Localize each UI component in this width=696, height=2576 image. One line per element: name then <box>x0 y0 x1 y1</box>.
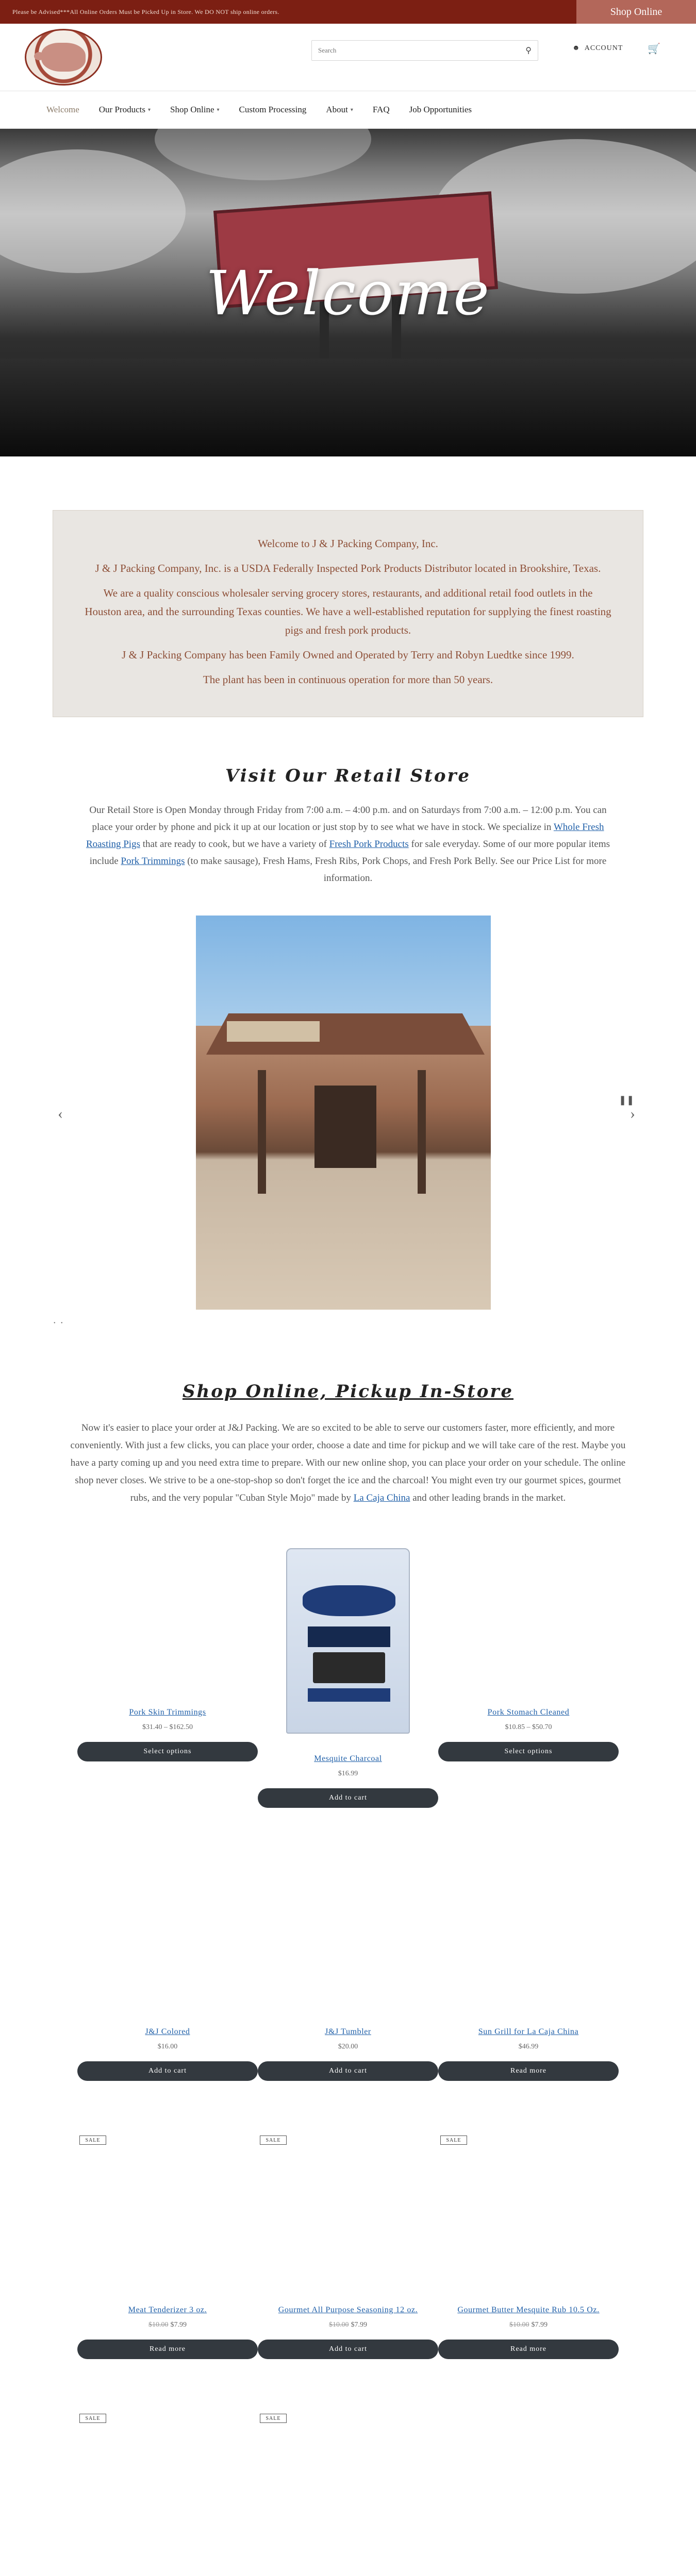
welcome-line-3: J & J Packing Company has been Family Owned and Operated by Terry and Robyn Luedtke since 1999. <box>122 649 574 661</box>
hero-banner <box>0 129 696 456</box>
chevron-down-icon: ▾ <box>217 107 220 113</box>
nav-item-faq[interactable] <box>373 105 390 115</box>
welcome-line-2: We are a quality conscious wholesaler serving grocery stores, restaurants, and additional retail food outlets in the Houston area, and the surrounding Texas counties. We have a well-established reputation for supplying the finest roasting pigs and fresh pork products. <box>85 587 611 636</box>
la-caja-china-link[interactable]: La Caja China <box>353 1493 410 1503</box>
slider-dots[interactable]: • • <box>54 1320 65 1326</box>
site-header <box>0 24 696 91</box>
product-card <box>258 2414 438 2576</box>
nav-item-label: Job Opportunities <box>409 105 472 114</box>
shop-text <box>67 1419 629 1507</box>
product-action-button[interactable]: Add to cart <box>77 2061 258 2081</box>
chevron-down-icon: ▾ <box>147 107 151 113</box>
product-card <box>438 2136 619 2383</box>
product-card <box>77 2414 258 2576</box>
product-card <box>77 2136 258 2383</box>
product-image[interactable] <box>284 1538 412 1744</box>
retail-text-4: (to make sausage), Fresh Hams, Fresh Ribs, Pork Chops, and Fresh Pork Belly. See our Price List for more information. <box>187 856 607 884</box>
account-label: ACCOUNT <box>584 44 623 52</box>
nav-item-about[interactable] <box>326 105 353 115</box>
product-action-button[interactable]: Add to cart <box>258 1788 438 1808</box>
product-price <box>77 1723 258 1732</box>
product-current-price: $46.99 <box>518 2043 539 2050</box>
retail-text-3: for sale everyday. Some of our more popular items include <box>89 839 610 867</box>
product-action-button[interactable]: Add to cart <box>258 2061 438 2081</box>
shop-text-1: Now it's easier to place your order at J&J Packing. We are so excited to be able to serve our customers faster, more efficiently, and more conveniently. With just a few clicks, you can place your order, choose a date and time for pickup and we will take care of the rest. Maybe you have a party coming up and you need extra time to prepare. With our new online shop, you can place your order on your schedule. The online shop never closes. We strive to be a one-stop-shop so don't forget the ice and the charcoal! You might even try our gourmet spices, gourmet rubs, and the very popular "Cuban Style Mojo" made by <box>70 1422 626 1503</box>
product-current-price: $7.99 <box>351 2321 367 2329</box>
welcome-line-4: The plant has been in continuous operation for more than 50 years. <box>203 673 493 686</box>
product-name-link[interactable]: Pork Stomach Cleaned <box>487 1708 570 1717</box>
pause-icon[interactable]: ❚❚ <box>619 1095 635 1105</box>
product-current-price: $20.00 <box>338 2043 358 2050</box>
product-price <box>258 1770 438 1778</box>
sale-badge: SALE <box>440 2136 467 2145</box>
welcome-heading: Welcome to J & J Packing Company, Inc. <box>258 537 438 550</box>
product-action-button[interactable]: Read more <box>438 2340 619 2359</box>
product-card <box>77 1857 258 2105</box>
sale-badge: SALE <box>79 2136 106 2145</box>
nav-item-welcome[interactable] <box>46 105 79 115</box>
product-name-link[interactable]: Pork Skin Trimmings <box>129 1708 206 1717</box>
product-price <box>438 2321 619 2329</box>
product-old-price: $10.00 <box>148 2321 169 2329</box>
nav-item-label: About <box>326 105 348 114</box>
product-price <box>258 2043 438 2051</box>
product-price <box>438 1723 619 1732</box>
shop-title: Shop Online, Pickup In-Store <box>182 1381 514 1402</box>
nav-item-label: Our Products <box>98 105 145 114</box>
retail-text-2: that are ready to cook, but we have a variety of <box>142 839 327 850</box>
product-current-price: $16.99 <box>338 1770 358 1777</box>
product-action-button[interactable]: Read more <box>438 2061 619 2081</box>
product-card <box>438 2414 619 2576</box>
hero-title: Welcome <box>205 258 491 329</box>
product-card <box>258 1538 438 1826</box>
product-name-link[interactable]: Gourmet Butter Mesquite Rub 10.5 Oz. <box>457 2306 600 2314</box>
nav-item-shop-online[interactable] <box>170 105 220 115</box>
product-price <box>77 2043 258 2051</box>
retail-title: Visit Our Retail Store <box>225 766 471 786</box>
product-name-link[interactable]: Meat Tenderizer 3 oz. <box>128 2306 207 2314</box>
product-price <box>77 2321 258 2329</box>
product-current-price: $7.99 <box>531 2321 548 2329</box>
product-action-button[interactable]: Select options <box>438 1742 619 1761</box>
search-input[interactable] <box>318 46 525 55</box>
nav-item-label: Shop Online <box>170 105 214 114</box>
product-card <box>77 1538 258 1785</box>
nav-item-job-opportunities[interactable] <box>409 105 472 115</box>
product-action-button[interactable]: Read more <box>77 2340 258 2359</box>
pig-logo-icon[interactable] <box>25 29 102 86</box>
chevron-down-icon: ▾ <box>350 107 353 113</box>
fresh-pork-link[interactable]: Fresh Pork Products <box>329 839 409 850</box>
product-price <box>438 2043 619 2051</box>
product-name-link[interactable]: Gourmet All Purpose Seasoning 12 oz. <box>278 2306 418 2314</box>
product-name-link[interactable]: J&J Colored <box>145 2027 190 2036</box>
product-current-price: $31.40 – $162.50 <box>142 1723 193 1731</box>
product-current-price: $10.85 – $50.70 <box>505 1723 552 1731</box>
product-card <box>258 1857 438 2105</box>
main-nav <box>0 91 696 129</box>
welcome-box <box>53 510 643 717</box>
product-current-price: $16.00 <box>157 2043 178 2050</box>
image-slider <box>0 916 696 1328</box>
product-old-price: $10.00 <box>509 2321 529 2329</box>
sale-badge: SALE <box>260 2414 287 2423</box>
shop-text-2: and other leading brands in the market. <box>412 1493 566 1503</box>
roasting-pigs-link[interactable]: Whole Fresh Roasting Pigs <box>86 822 604 850</box>
shop-online-button[interactable]: Shop Online <box>576 0 696 24</box>
nav-item-label: Welcome <box>46 105 79 114</box>
retail-text <box>80 802 616 887</box>
product-grid <box>77 1538 619 2576</box>
product-action-button[interactable]: Select options <box>77 1742 258 1761</box>
announcement-text: Please be Advised***All Online Orders Must be Picked Up in Store. We DO NOT ship online orders. <box>12 8 279 15</box>
product-price <box>258 2321 438 2329</box>
search-icon[interactable]: ⚲ <box>525 46 532 55</box>
search-box[interactable] <box>311 40 538 61</box>
nav-item-our-products[interactable] <box>99 105 151 115</box>
product-name-link[interactable]: Mesquite Charcoal <box>314 1754 382 1763</box>
product-name-link[interactable]: J&J Tumbler <box>325 2027 371 2036</box>
user-icon: ☻ <box>572 44 581 52</box>
chevron-right-icon[interactable]: › <box>630 1105 635 1122</box>
product-card <box>438 1857 619 2105</box>
retail-text-1: Our Retail Store is Open Monday through Friday from 7:00 a.m. – 4:00 p.m. and on Saturdays from 7:00 a.m. – 12:00 p.m. You can place your order by phone and pick it up at our location or just stop by to see what we have in stock. We specialize in <box>89 805 607 833</box>
product-current-price: $7.99 <box>170 2321 187 2329</box>
nav-item-label: FAQ <box>372 105 390 114</box>
product-name-link[interactable]: Sun Grill for La Caja China <box>478 2027 579 2036</box>
chevron-left-icon[interactable]: ‹ <box>58 1105 63 1122</box>
sale-badge: SALE <box>260 2136 287 2145</box>
pork-trimmings-link[interactable]: Pork Trimmings <box>121 856 185 867</box>
announcement-bar <box>0 0 696 24</box>
product-old-price: $10.00 <box>329 2321 349 2329</box>
nav-item-label: Custom Processing <box>239 105 307 114</box>
nav-item-custom-processing[interactable] <box>239 105 307 115</box>
product-card <box>258 2136 438 2383</box>
cart-icon[interactable]: 🛒 <box>648 43 660 55</box>
account-link[interactable] <box>572 44 623 53</box>
product-card <box>438 1538 619 1785</box>
product-action-button[interactable]: Add to cart <box>258 2340 438 2359</box>
sale-badge: SALE <box>79 2414 106 2423</box>
retail-store-photo <box>196 916 491 1310</box>
welcome-line-1: J & J Packing Company, Inc. is a USDA Federally Inspected Pork Products Distributor located in Brookshire, Texas. <box>95 562 601 574</box>
